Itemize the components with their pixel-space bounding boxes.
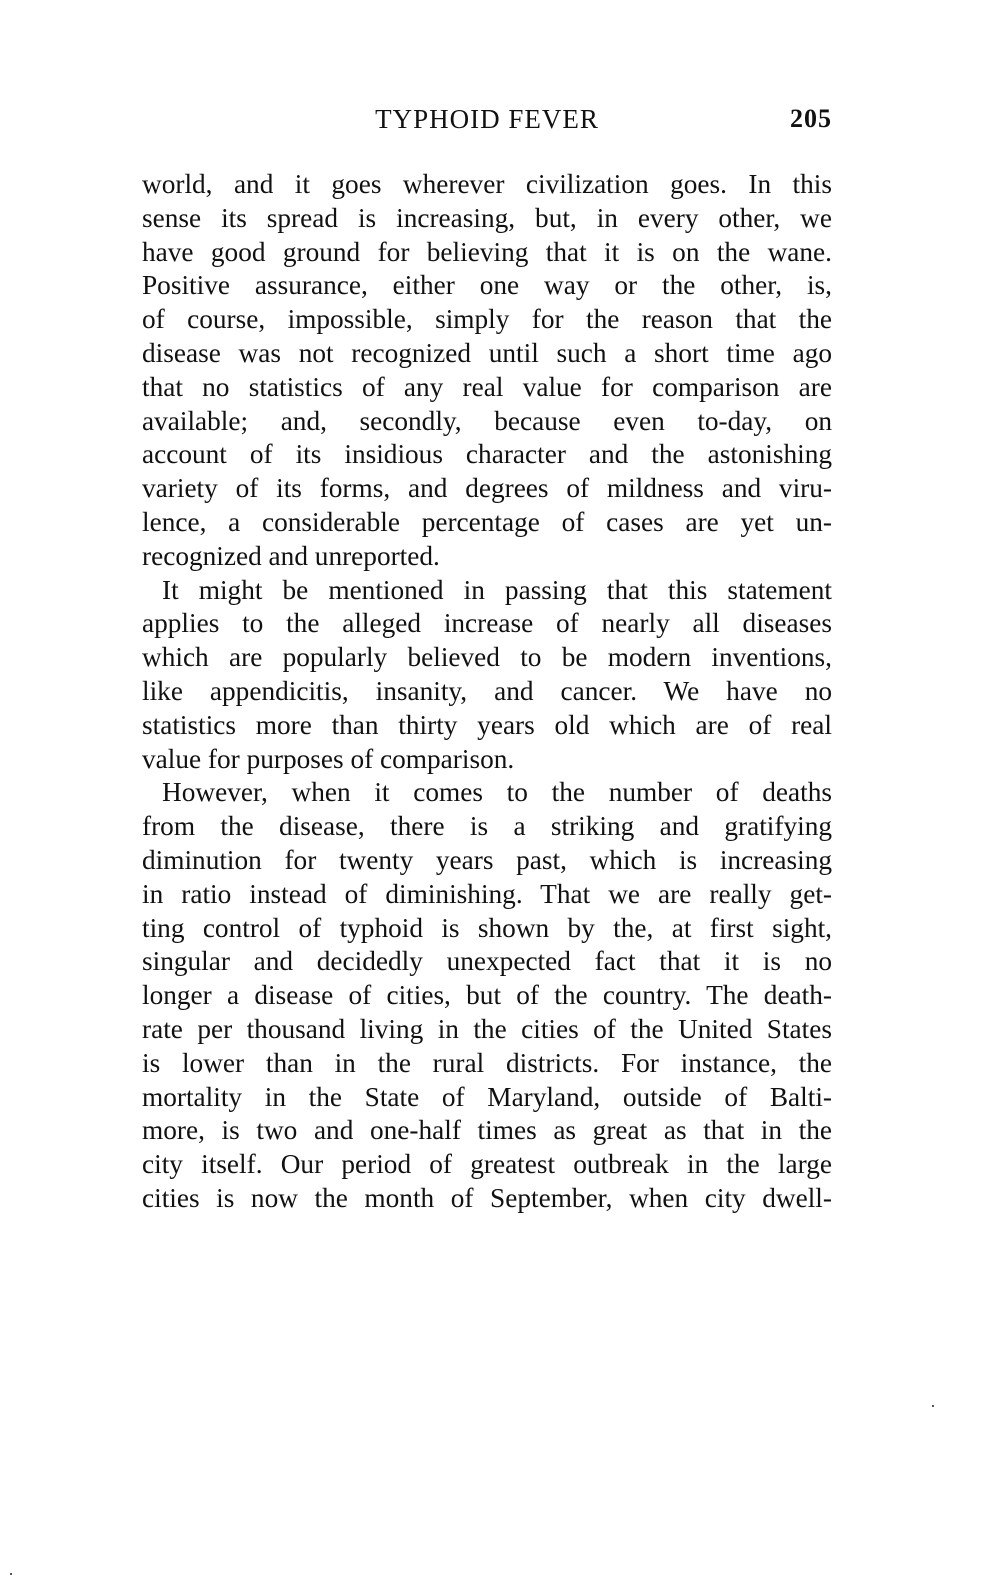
text-line: disease was not recognized until such a short time ago [142,337,832,368]
text-line: sense its spread is increasing, but, in every other, we [142,202,832,233]
text-line: that no statistics of any real value for comparison are [142,371,832,402]
page-number: 205 [790,104,832,133]
text-line: recognized and unreported. [142,540,440,571]
scan-speck [10,1573,12,1575]
text-line: more, is two and one-half times as great as that in the [142,1115,832,1146]
text-line: Positive assurance, either one way or the other, is, [142,270,832,301]
running-title: TYPHOID FEVER [375,104,599,134]
text-line: cities is now the month of September, when city dwell- [142,1182,832,1213]
text-line: However, when it comes to the number of deaths [162,777,832,808]
text-line: variety of its forms, and degrees of mildness and viru- [142,473,832,504]
text-line: It might be mentioned in passing that this statement [162,574,832,605]
running-head [142,104,832,144]
text-line: mortality in the State of Maryland, outside of Balti- [142,1081,832,1112]
paragraph-1 [142,168,832,574]
text-line: diminution for twenty years past, which is increasing [142,844,832,875]
text-line: available; and, secondly, because even to-day, on [142,405,832,436]
text-line: rate per thousand living in the cities of the United States [142,1013,832,1044]
text-line: which are popularly believed to be modern inventions, [142,642,832,673]
text-line: is lower than in the rural districts. For instance, the [142,1047,832,1078]
text-line: world, and it goes wherever civilization goes. In this [142,169,832,199]
body-text [142,168,832,1216]
text-line: like appendicitis, insanity, and cancer. We have no [142,675,832,706]
scan-speck [932,1405,934,1407]
text-line: statistics more than thirty years old which are of real [142,709,832,740]
paragraph-3 [142,776,832,1215]
text-line: from the disease, there is a striking and gratifying [142,811,832,842]
text-line: in ratio instead of diminishing. That we are really get- [142,878,832,909]
text-line: of course, impossible, simply for the reason that the [142,304,832,335]
text-line: city itself. Our period of greatest outbreak in the large [142,1149,832,1180]
text-line: have good ground for believing that it is on the wane. [142,236,832,267]
text-line: value for purposes of comparison. [142,743,515,774]
paragraph-2 [142,574,832,777]
text-line: account of its insidious character and the astonishing [142,439,832,470]
text-line: singular and decidedly unexpected fact that it is no [142,946,832,977]
text-line: lence, a considerable percentage of cases are yet un- [142,506,832,537]
text-line: ting control of typhoid is shown by the, at first sight, [142,912,832,943]
text-line: applies to the alleged increase of nearly all diseases [142,608,832,639]
book-page [142,104,832,1216]
text-line: longer a disease of cities, but of the country. The death- [142,980,832,1011]
